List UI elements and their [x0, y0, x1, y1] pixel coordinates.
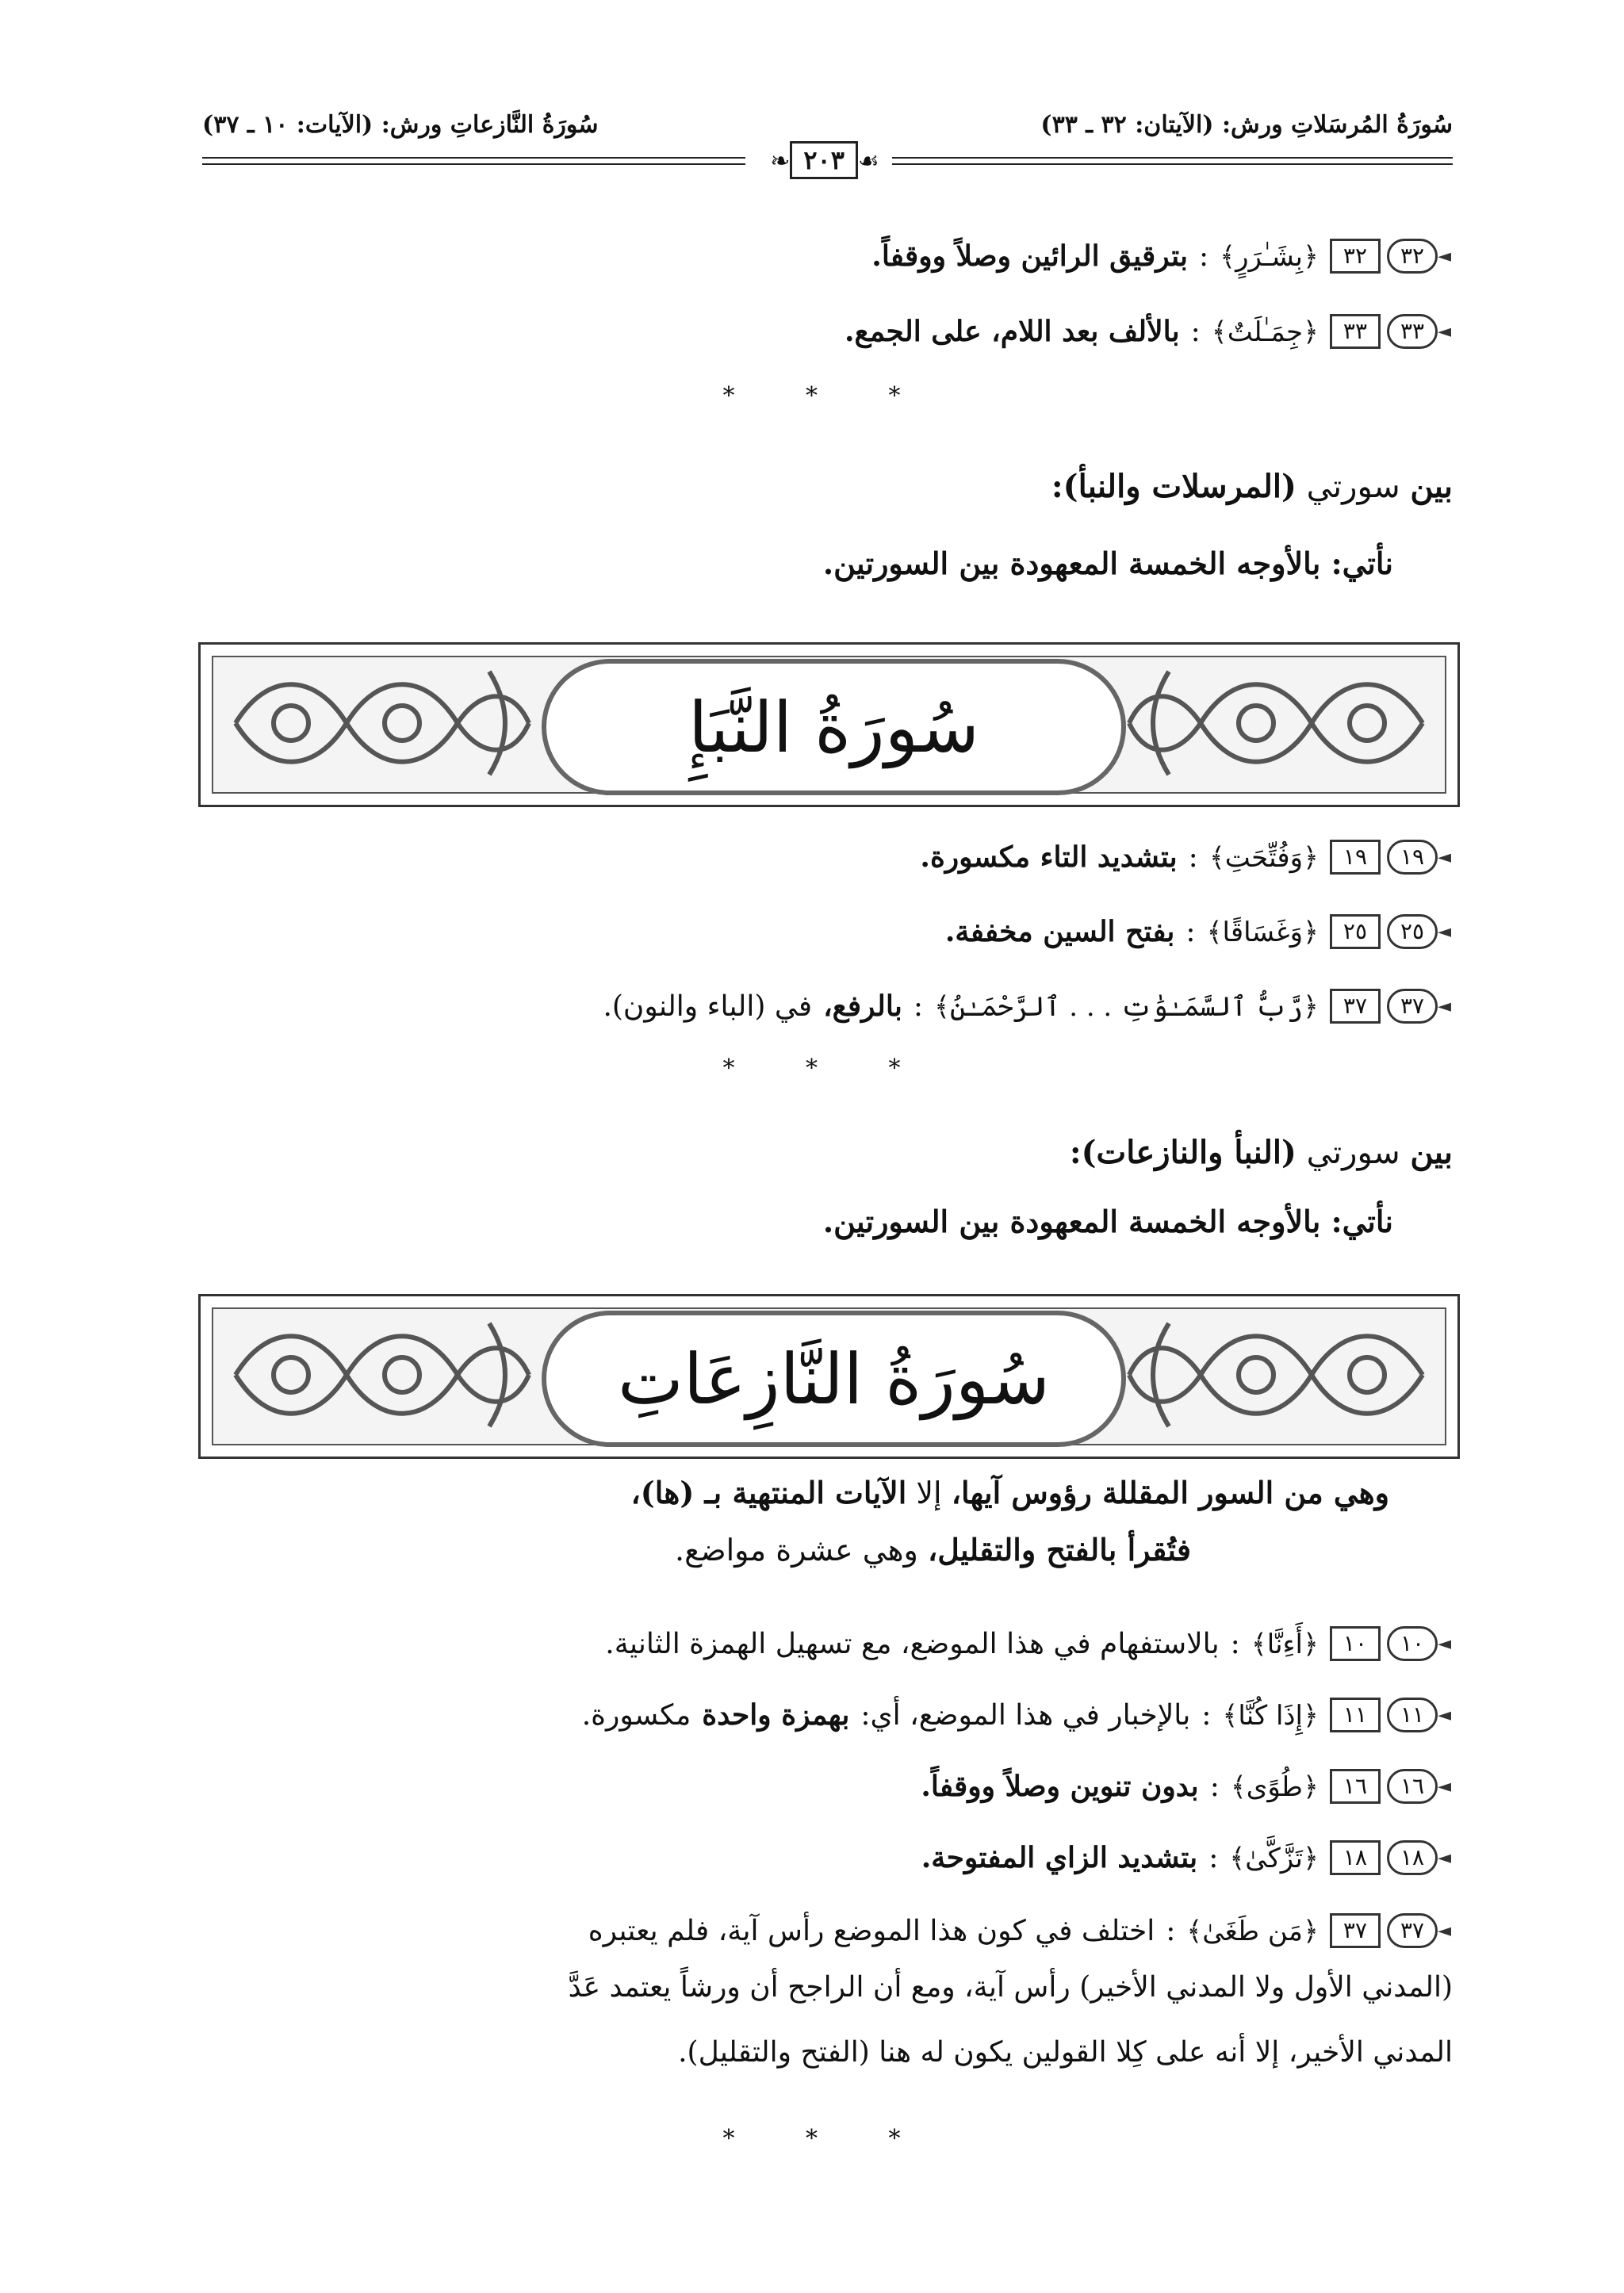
quran-word: ﴿وَفُتِّحَتِ﴾ [1208, 841, 1319, 874]
pointer-icon: ◄ [1438, 246, 1451, 266]
pointer-icon: ◄ [1438, 996, 1451, 1016]
pointer-icon: ◄ [1438, 921, 1451, 942]
quran-word: ﴿أَءِنَّا﴾ [1251, 1628, 1319, 1660]
pointer-icon: ◄ [1438, 1705, 1451, 1725]
quran-word: ﴿جِمَـٰلَتٌ﴾ [1211, 316, 1319, 348]
quran-word: ﴿بِشَـٰرَرٍ﴾ [1220, 240, 1319, 273]
intro-bold-3: فتُقرأ بالفتح والتقليل، [927, 1532, 1191, 1568]
verse-oval: ١٩ [1387, 840, 1438, 875]
section-divider: * * * [722, 382, 933, 410]
surah-title: سُورَةُ النَّازِعَاتِ [617, 1338, 1051, 1420]
verse-oval: ٣٧ [1387, 1913, 1438, 1948]
intro-plain: إلا [916, 1476, 942, 1510]
surah-title: سُورَةُ النَّبَإِ [688, 686, 979, 768]
ornament-icon: ☙ [857, 147, 879, 175]
intro-bold-2: الآيات المنتهية بـ (ها)، [630, 1475, 907, 1510]
continuation-line: (المدني الأول ولا المدني الأخير) رأس آية، ومع أن الراجح أن ورشاً يعتمد عَدَّ [568, 1971, 1453, 2004]
pointer-icon: ◄ [1438, 1920, 1451, 1941]
ruling-text: بترقيق الرائين وصلاً ووقفاً. [871, 239, 1188, 273]
arabesque-icon [220, 656, 537, 790]
verse-box: ١٨ [1330, 1840, 1381, 1875]
between-heading [202, 1134, 1453, 1197]
quran-word: ﴿مَن طَغَىٰ﴾ [1186, 1915, 1319, 1947]
verse-oval: ١٨ [1387, 1840, 1438, 1875]
page-number-value: ٢٠٣ [790, 141, 858, 179]
verse-box: ٣٧ [1330, 989, 1381, 1024]
quran-word: ﴿إِذَا كُنَّا﴾ [1222, 1699, 1319, 1732]
between-text: نأتي: بالأوجه الخمسة المعهودة بين السورتين. [822, 545, 1393, 581]
header-left-title: سُورَةُ النَّازعاتِ ورش: (الآيات: ١٠ ـ ٣٧) [202, 111, 599, 139]
separator: : [1190, 315, 1201, 348]
arabesque-icon [220, 1307, 537, 1442]
verse-box: ٣٢ [1330, 239, 1381, 274]
ornament-icon: ❧ [770, 147, 791, 175]
list-item [845, 305, 1453, 358]
separator: : [1201, 1698, 1212, 1732]
between-prefix: بين [1410, 468, 1453, 505]
ruling-note: في (الباء والنون). [603, 990, 813, 1023]
verse-oval: ١٦ [1387, 1769, 1438, 1804]
separator: : [1199, 239, 1209, 273]
verse-badge [1330, 314, 1453, 349]
separator: : [1209, 1770, 1220, 1803]
pointer-icon: ◄ [1438, 847, 1451, 867]
pointer-icon: ◄ [1438, 1847, 1451, 1868]
verse-oval: ٣٢ [1387, 239, 1438, 274]
pointer-icon: ◄ [1438, 1776, 1451, 1797]
verse-badge [1330, 239, 1453, 274]
quran-word: ﴿رَّبُّ ٱلسَّمَـٰوَٰتِ . . . ٱلرَّحْمَـٰنُ﴾ [934, 990, 1319, 1023]
ruling-bold: بهمزة واحدة [702, 1698, 850, 1732]
intro-bold: وهي من السور المقللة رؤوس آيها، [951, 1475, 1389, 1510]
section-divider: * * * [722, 2125, 933, 2153]
arabesque-icon [1121, 1307, 1438, 1442]
ruling-text: بفتح السين مخففة. [944, 915, 1175, 948]
between-title: (المرسلات والنبأ): [1051, 468, 1297, 505]
quran-word: ﴿وَغَسَاقًا﴾ [1206, 916, 1319, 948]
between-prefix: بين [1410, 1134, 1453, 1171]
ruling-text: بدون تنوين وصلاً ووقفاً. [921, 1770, 1199, 1803]
pointer-icon: ◄ [1438, 321, 1451, 342]
list-item [871, 230, 1453, 282]
section-divider: * * * [722, 1055, 933, 1082]
between-title: (النبأ والنازعات): [1069, 1134, 1297, 1171]
verse-box: ١١ [1330, 1698, 1381, 1732]
quran-word: ﴿تَزَّكَّىٰ﴾ [1229, 1842, 1319, 1874]
ruling-text: بالإخبار في هذا الموضع، أي: [860, 1698, 1191, 1732]
verse-oval: ٣٧ [1387, 989, 1438, 1024]
verse-oval: ١٠ [1387, 1626, 1438, 1661]
surah-banner [198, 1294, 1460, 1459]
verse-box: ١٦ [1330, 1769, 1381, 1804]
between-mid: سورتي [1306, 469, 1400, 505]
between-mid: سورتي [1306, 1135, 1400, 1171]
banner-cartouche [542, 659, 1126, 795]
ruling-text: بالرفع، [823, 990, 902, 1023]
verse-box: ٣٧ [1330, 1913, 1381, 1948]
between-body [202, 545, 1453, 601]
banner-cartouche [542, 1311, 1126, 1447]
arabesque-icon [1121, 656, 1438, 790]
between-text: نأتي: بالأوجه الخمسة المعهودة بين السورتين. [822, 1204, 1393, 1239]
separator: : [1185, 915, 1196, 948]
between-heading [202, 468, 1453, 531]
quran-word: ﴿طُوًى﴾ [1230, 1770, 1319, 1803]
separator: : [1166, 1914, 1176, 1947]
separator: : [1208, 1841, 1219, 1874]
verse-box: ١٠ [1330, 1626, 1381, 1661]
intro-paragraph [202, 1475, 1453, 1594]
ruling-text: بتشديد التاء مكسورة. [920, 840, 1178, 874]
separator: : [1188, 840, 1198, 874]
verse-box: ٣٣ [1330, 314, 1381, 349]
verse-oval: ٢٥ [1387, 914, 1438, 949]
separator: : [913, 990, 924, 1023]
separator: : [1230, 1627, 1240, 1660]
ruling-text: بالألف بعد اللام، على الجمع. [845, 315, 1180, 348]
verse-oval: ١١ [1387, 1698, 1438, 1732]
ruling-tail: مكسورة. [581, 1698, 691, 1732]
ruling-text: اختلف في كون هذا الموضع رأس آية، فلم يعتبره [588, 1914, 1155, 1947]
ruling-text: بالاستفهام في هذا الموضع، مع تسهيل الهمزة الثانية. [605, 1627, 1220, 1660]
continuation-line: المدني الأخير، إلا أنه على كِلا القولين يكون له هنا (الفتح والتقليل). [678, 2036, 1453, 2069]
verse-box: ١٩ [1330, 840, 1381, 875]
surah-banner [198, 642, 1460, 807]
pointer-icon: ◄ [1438, 1633, 1451, 1654]
header-right-title: سُورَةُ المُرسَلاتِ ورش: (الآيتان: ٣٢ ـ ٣٣) [1040, 111, 1453, 139]
verse-oval: ٣٣ [1387, 314, 1438, 349]
intro-plain-2: وهي عشرة مواضع. [675, 1533, 918, 1568]
between-body [202, 1204, 1453, 1259]
verse-box: ٢٥ [1330, 914, 1381, 949]
ruling-text: بتشديد الزاي المفتوحة. [921, 1841, 1198, 1874]
